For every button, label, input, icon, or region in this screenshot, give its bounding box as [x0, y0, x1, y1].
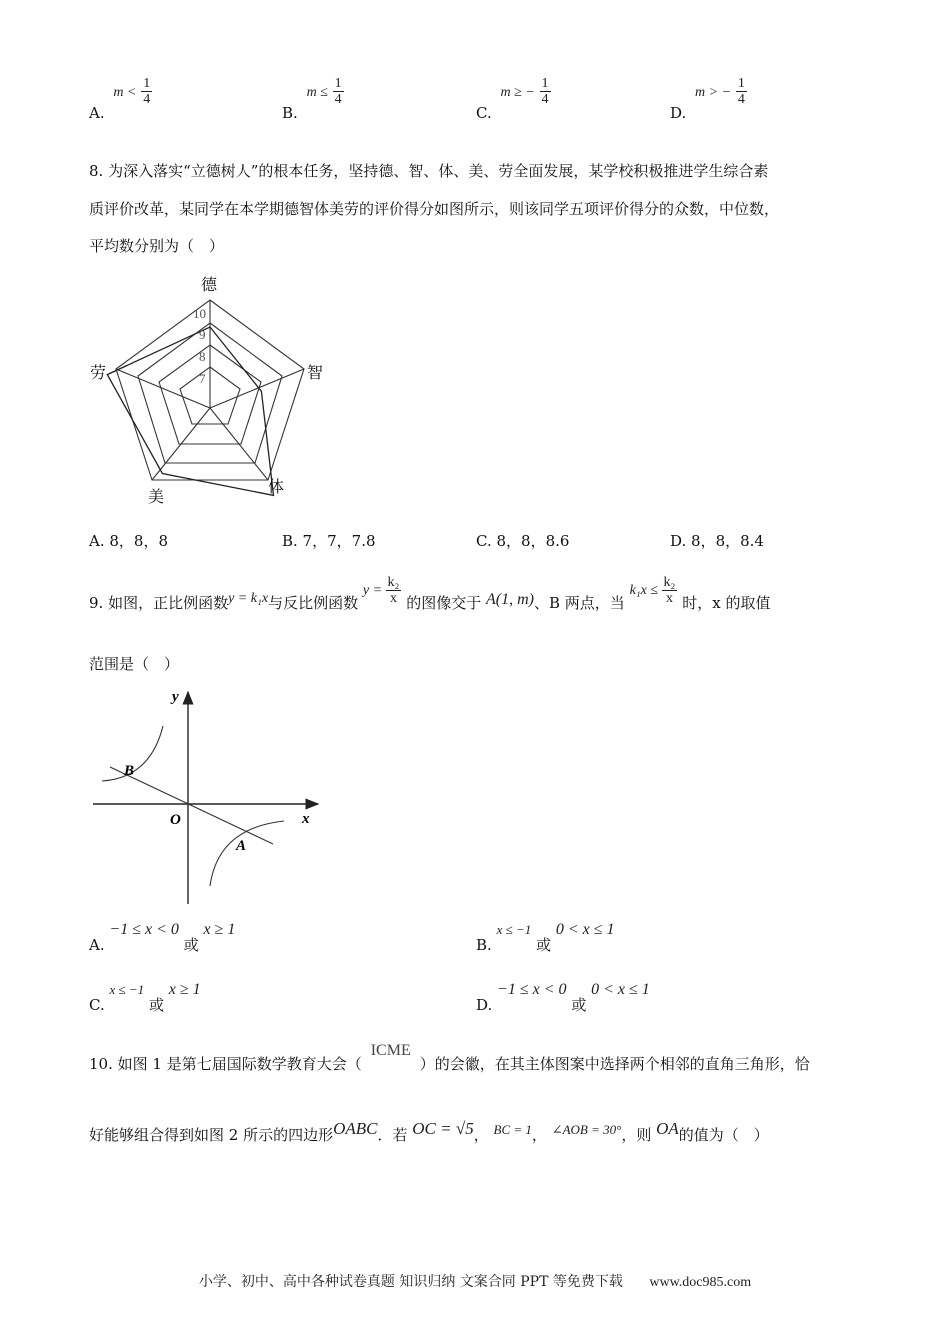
q7-option-c: [476, 76, 551, 122]
math-bc: BC = 1: [493, 1122, 532, 1137]
q7-option-a: [89, 76, 152, 122]
math-point-a: A(1, m): [486, 591, 534, 609]
tick-10: 10: [193, 306, 206, 321]
q8-line1: 8. 为深入落实“立德树人”的根本任务，坚持德、智、体、美、劳全面发展，某学校积极推进学生综合素: [89, 162, 769, 180]
math-part1: −1 ≤ x < 0: [109, 921, 179, 938]
q10-line1: 10. 如图 1 是第七届国际数学教育大会（ICME）的会徽，在其主体图案中选择两个相邻的直角三角形，恰: [89, 1042, 810, 1073]
tick-7: 7: [199, 371, 206, 386]
math-part1: −1 ≤ x < 0: [497, 981, 567, 998]
q7-option-d: [670, 76, 747, 122]
hyperbola-branch-lower-right: [210, 821, 284, 886]
math-part2: x ≥ 1: [168, 981, 201, 998]
math-oc: OC = √5: [412, 1119, 474, 1138]
q9-line2: 范围是（ ）: [89, 655, 180, 673]
axis-label-de: 德: [201, 277, 218, 294]
q9-line1: 9. 如图，正比例函数y = k₁x与反比例函数 y = $\frac{\text{k₂}}{x}$ 的图像交于 A(1, m)、B 两点，当 k₁x ≤ $\frac{\text{k₂}}{x}$ 时，x 的取值: [89, 575, 771, 613]
label-x: x: [302, 811, 310, 827]
tick-9: 9: [199, 327, 206, 342]
math-oabc: OABC: [333, 1119, 378, 1138]
axis-label-lao: 劳: [90, 365, 107, 382]
q8-line3: 平均数分别为（ ）: [89, 237, 225, 255]
tick-8: 8: [199, 349, 206, 364]
q9-option-c: C. x ≤ −1 或 x ≥ 1: [89, 981, 201, 1014]
proportional-line: [110, 767, 273, 844]
math-lhs: m ≤: [306, 84, 328, 100]
q9-option-a: A. −1 ≤ x < 0 或 x ≥ 1: [89, 921, 236, 954]
option-label: C.: [476, 103, 492, 122]
math-oa: OA: [656, 1119, 679, 1138]
math-part2: x ≥ 1: [203, 921, 236, 938]
option-label: B.: [282, 103, 298, 122]
q7-option-b: [282, 76, 344, 122]
q9-option-d: D. −1 ≤ x < 0 或 0 < x ≤ 1: [476, 981, 650, 1014]
label-y: y: [172, 689, 179, 705]
axis-label-ti: 体: [268, 479, 285, 496]
q8-line2: 质评价改革，某同学在本学期德智体美劳的评价得分如图所示，则该同学五项评价得分的众数，中位数，: [89, 200, 780, 218]
math-part2: 0 < x ≤ 1: [591, 981, 650, 998]
fraction: $\frac{1}{4}$: [143, 76, 151, 108]
math-part1: x ≤ −1: [496, 922, 532, 937]
q10-line2: 好能够组合得到如图 2 所示的四边形OABC．若 OC = √5， BC = 1， ∠AOB = 30°，则 OA的值为（ ）: [89, 1119, 769, 1144]
fraction: $\frac{1}{4}$: [737, 76, 745, 108]
label-o: O: [170, 812, 181, 828]
fraction: $\frac{1}{4}$: [334, 76, 342, 108]
math-lhs: m ≥ −: [500, 84, 535, 100]
q9-option-b: B. x ≤ −1 或 0 < x ≤ 1: [476, 921, 615, 954]
q8-option-c: C. 8，8，8.6: [476, 532, 570, 550]
option-label: D.: [670, 103, 687, 122]
math-inequality: k₁x ≤ $\frac{\text{k₂}}{x}$: [629, 575, 676, 607]
math-f2: y = $\frac{\text{k₂}}{x}$: [362, 575, 400, 607]
math-part1: x ≤ −1: [109, 982, 145, 997]
icme-label: ICME: [370, 1042, 411, 1059]
fraction: $\frac{1}{4}$: [541, 76, 549, 108]
label-b: B: [124, 763, 135, 779]
axis-label-zhi: 智: [307, 365, 324, 382]
q8-option-b: B. 7，7，7.8: [282, 532, 376, 550]
footer-url[interactable]: www.doc985.com: [649, 1275, 752, 1290]
math-f1: y = k₁x: [228, 591, 269, 607]
math-angle: ∠AOB = 30°: [551, 1122, 622, 1137]
score-polygon: [107, 327, 273, 495]
option-label: A.: [89, 103, 105, 122]
footer-text: 小学、初中、高中各种试卷真题 知识归纳 文案合同 PPT 等免费下载: [198, 1274, 623, 1290]
page-footer: [0, 1271, 950, 1291]
math-lhs: m > −: [695, 84, 732, 100]
radar-chart: [85, 268, 345, 518]
math-part2: 0 < x ≤ 1: [555, 921, 615, 938]
math-lhs: m <: [113, 84, 137, 100]
label-a: A: [236, 838, 247, 854]
q8-option-a: A. 8，8，8: [89, 532, 168, 550]
q8-option-d: D. 8，8，8.4: [670, 532, 764, 550]
function-graph: [88, 686, 324, 908]
axis-label-mei: 美: [148, 489, 165, 506]
